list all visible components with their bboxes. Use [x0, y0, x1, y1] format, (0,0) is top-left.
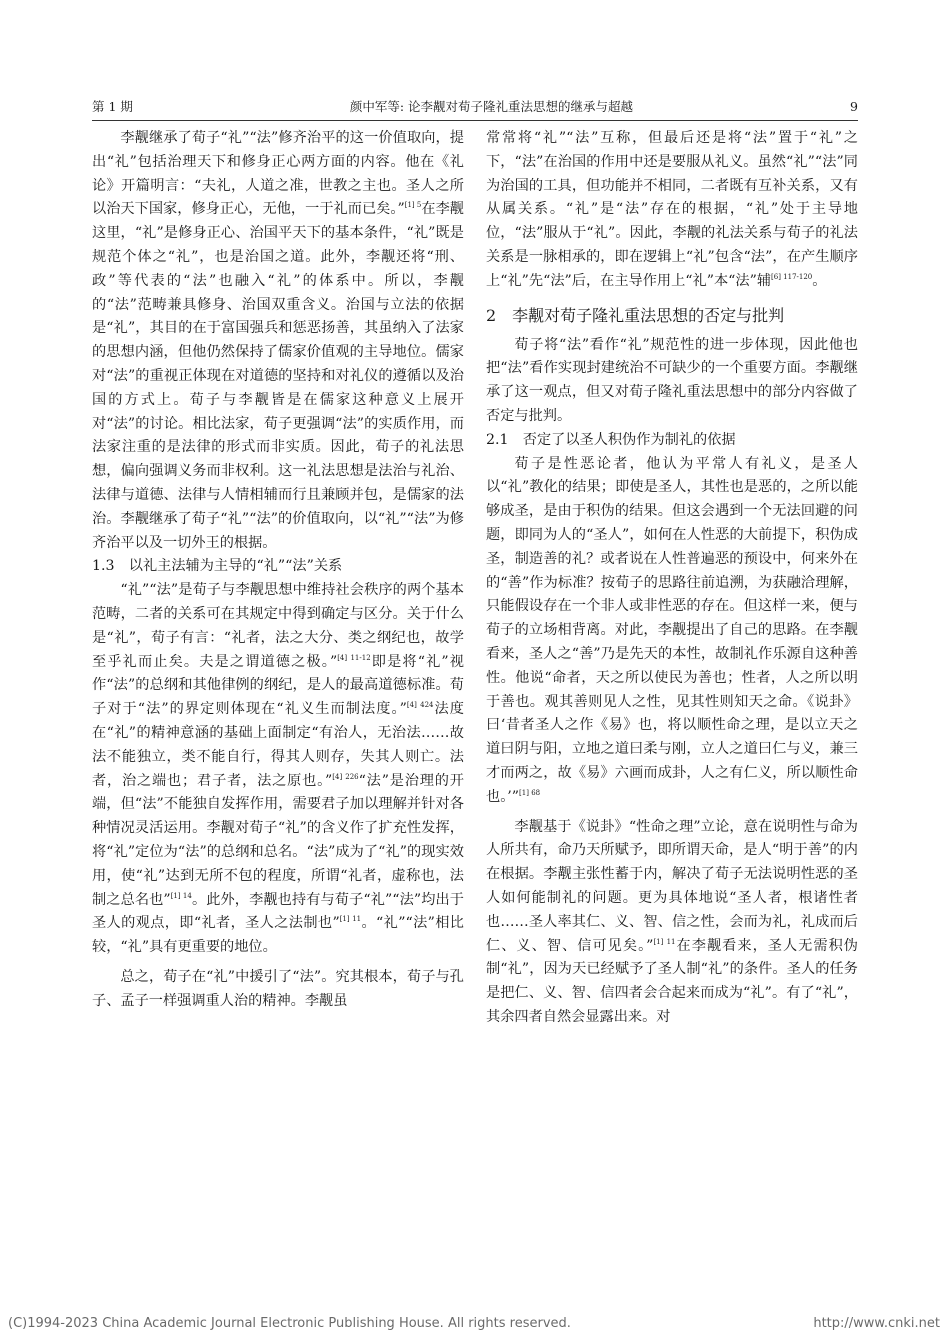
citation: [6] 117-120	[771, 272, 813, 281]
citation: [4] 226	[332, 772, 359, 781]
text: 。“礼”“法”相比较，“礼”具有更重要的地位。	[92, 915, 464, 956]
text: 。	[812, 272, 827, 289]
subsection-heading-2-1: 2.1 否定了以圣人积伪作为制礼的依据	[486, 431, 736, 448]
text: 荀子是性恶论者，他认为平常人有礼义，是圣人以“礼”教化的结果；即使是圣人，其性也是恶的，之所以能够成圣，是由于积伪的结果。但这会遇到一个无法回避的问题，即同为人的“圣人”，如何在人性恶的大前提下，积伪成圣，制造善的礼？或者说在人性普遍恶的预设中，何来外在的“善”作为标准？按荀子的思路往前追溯，为获融洽理解，只能假设存在一个非人或非性恶的存在。但这样一来，便与荀子的立场相背离。对此，李觏提出了自己的思路。在李觏看来，圣人之“善”乃是先天的本性，故制礼作乐源自这种善性。他说“命者，天之所以使民为善也；性者，人之所以明于善也。观其善则见人之性，见其性则知天之命。《说卦》曰‘昔者圣人之作《易》也，将以顺性命之理，是以立天之道曰阴与阳，立地之道曰柔与刚，立人之道曰仁与义，兼三才而两之，故《易》六画而成卦，人之有仁义，所以顺性命也。’”	[486, 455, 858, 805]
header-rule	[92, 120, 858, 121]
text: 李觏继承了荀子“礼”“法”修齐治平的这一价值取向，提出“礼”包括治理天下和修身正心两方面的内容。他在《礼论》开篇明言：“夫礼，人道之准，世教之主也。圣人之所以治天下国家，修身正心，无他，一于礼而已矣。”	[92, 130, 464, 218]
paragraph	[92, 127, 464, 555]
section-heading-2: 2 李觏对荀子隆礼重法思想的否定与批判	[486, 305, 785, 325]
text: 李觏基于《说卦》“性命之理”立论，意在说明性与命为人所共有，命乃天所赋予，即所谓天命，是人“明于善”的内在根据。李觏主张性蓄于内，解决了荀子无法说明性恶的圣人如何能制礼的问题。更为具体地说“圣人者，根诸性者也……圣人率其仁、义、智、信之性，会而为礼，礼成而后仁、义、智、信可见矣。”	[486, 818, 858, 954]
citation: [1] 11	[339, 915, 362, 924]
citation: [1] 5	[404, 201, 422, 210]
paragraph: 总之，荀子在“礼”中援引了“法”。究其根本，荀子与孔子、孟子一样强调重人治的精神。李觏虽	[92, 968, 464, 1009]
citation: [1] 11	[653, 937, 676, 946]
issue-number: 第 1 期	[92, 99, 133, 114]
page-number: 9	[850, 98, 858, 114]
copyright-text: (C)1994-2023 China Academic Journal Electronic Publishing House. All rights reserved.	[8, 1316, 571, 1331]
paragraph	[486, 127, 858, 294]
paragraph: 荀子将“法”看作“礼”规范性的进一步体现，因此他也把“法”看作实现封建统治不可缺少的一个重要方面。李觏继承了这一观点，但又对荀子隆礼重法思想中的部分内容做了否定与批判。	[486, 336, 858, 424]
cnki-link[interactable]: http://www.cnki.net	[813, 1316, 940, 1331]
text: “礼”“法”是荀子与李觏思想中维持社会秩序的两个基本范畴，二者的关系可在其规定中得到确定与区分。关于什么是“礼”，荀子有言：“礼者，法之大分、类之纲纪也，故学至乎礼而止矣。夫是之谓道德之极。”	[92, 582, 464, 670]
citation: [4] 424	[406, 701, 434, 710]
text: 在李觏看来，圣人无需积伪制“礼”，因为天已经赋予了圣人制“礼”的条件。圣人的任务是把仁、义、智、信四者会合起来而成为“礼”。有了“礼”，其余四者自然会显露出来。对	[486, 937, 858, 1025]
copyright-footer	[8, 1316, 940, 1331]
citation: [1] 14	[170, 891, 192, 900]
citation: [1] 68	[519, 788, 541, 797]
right-column	[486, 127, 858, 1030]
paragraph	[486, 453, 858, 810]
text: 即是将“礼”视作“法”的总纲和其他律例的纲纪，是人的最高道德标准。荀子对于“法”的界定则体现在“礼义生而制法度。”	[92, 653, 464, 718]
paragraph	[92, 579, 464, 960]
text: 。此外，李觏也持有与荀子“礼”“法”均出于圣人的观点，即“礼者，圣人之法制也”	[92, 891, 464, 932]
running-header	[92, 96, 858, 116]
text: “法”是治理的开端，但“法”不能独自发挥作用，需要君子加以理解并针对各种情况灵活运用。李觏对荀子“礼”的含义作了扩充性发挥，将“礼”定位为“法”的总纲和总名。“法”成为了“礼”的现实效用，使“礼”达到无所不包的程度，所谓“礼者，虚称也，法制之总名也”	[92, 772, 464, 908]
running-title: 颜中军等: 论李觏对荀子隆礼重法思想的继承与超越	[349, 99, 634, 114]
left-column	[92, 127, 464, 1013]
text: 在李觏这里，“礼”是修身正心、治国平天下的基本条件，“礼”既是规范个体之“礼”，也是治国之道。此外，李觏还将“刑、政”等代表的“法”也融入“礼”的体系中。所以，李觏的“法”范畴兼具修身、治国双重含义。治国与立法的依据是“礼”，其目的在于富国强兵和惩恶扬善，其虽纳入了法家的思想内涵，但他仍然保持了儒家价值观的主导地位。儒家对“法”的重视正体现在对道德的坚持和对礼仪的遵循以及治国的方式上。荀子与李觏皆是在儒家这种意义上展开对“法”的讨论。相比法家，荀子更强调“法”的实质作用，而法家注重的是法律的形式而非实质。因此，荀子的礼法思想，偏向强调义务而非权利。这一礼法思想是法治与礼治、法律与道德、法律与人情相辅而行且兼顾并包，是儒家的法治。李觏继承了荀子“礼”“法”的价值取向，以“礼”“法”为修齐治平以及一切外王的根据。	[92, 201, 464, 551]
citation: [4] 11-12	[337, 653, 371, 662]
text: 常常将“礼”“法”互称，但最后还是将“法”置于“礼”之下，“法”在治国的作用中还是要服从礼义。虽然“礼”“法”同为治国的工具，但功能并不相同，二者既有互补关系，又有从属关系。“礼”是“法”存在的根据，“礼”处于主导地位，“法”服从于“礼”。因此，李觏的礼法关系与荀子的礼法关系是一脉相承的，即在逻辑上“礼”包含“法”，在产生顺序上“礼”先“法”后，在主导作用上“礼”本“法”辅	[486, 130, 858, 289]
text: 法度在“礼”的精神意涵的基础上面制定“有治人，无治法……故法不能独立，类不能自行，得其人则存，失其人则亡。法者，治之端也；君子者，法之原也。”	[92, 701, 464, 789]
paragraph	[486, 816, 858, 1030]
subsection-heading-1-3: 1.3 以礼主法辅为主导的“礼”“法”关系	[92, 558, 343, 575]
